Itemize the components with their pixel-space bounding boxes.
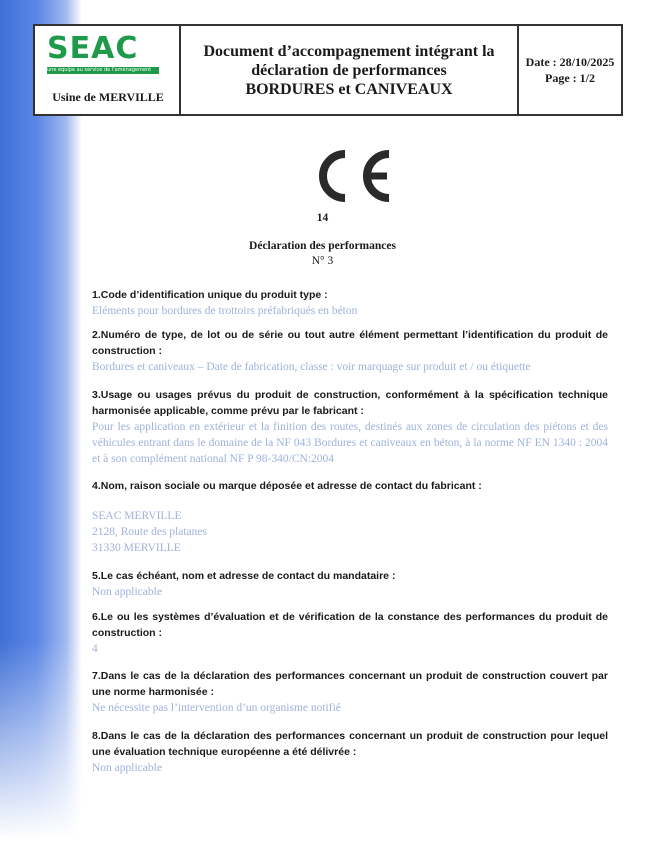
section-8	[92, 728, 608, 776]
address-line-2: 2128, Route des platanes	[92, 526, 207, 538]
page-number: Page : 1/2	[545, 71, 595, 85]
section-answer: 4	[92, 643, 98, 655]
section-answer: Pour les application en extérieur et la finition des routes, destinés aux zones de circulation des piétons et des véhicules entrant dans le domaine de la NF 043 Bordures et caniveaux en béton, à la norme NF EN 1340 : 2004 et à son complément national NF P 98-340/CN:2004	[92, 421, 608, 465]
company-logo	[43, 31, 161, 74]
section-4	[92, 478, 608, 556]
document-title-line-3: BORDURES et CANIVEAUX	[245, 80, 453, 98]
section-question: 8.Dans le cas de la déclaration des performances concernant un produit de construction pour lequel une évaluation technique européenne a été délivrée :	[92, 730, 608, 758]
logo-text: SEAC	[47, 31, 139, 66]
header-logo-cell	[35, 26, 181, 114]
section-6	[92, 609, 608, 657]
section-question: 3.Usage ou usages prévus du produit de construction, conformément à la spécification technique harmonisée applicable, comme prévu par le fabricant :	[92, 389, 608, 417]
document-title-line-2: déclaration de performances	[251, 61, 447, 79]
section-question: 1.Code d’identification unique du produit type :	[92, 289, 328, 301]
section-3	[92, 387, 608, 467]
section-answer: Non applicable	[92, 762, 162, 774]
header-date-cell	[519, 26, 621, 114]
ce-year: 14	[316, 212, 329, 224]
address-line-3: 31330 MERVILLE	[92, 542, 181, 554]
logo-tagline: une équipe au service de l'aménagement	[47, 67, 159, 74]
section-question: 5.Le cas échéant, nom et adresse de contact du mandataire :	[92, 570, 396, 582]
plant-name: Usine de MERVILLE	[52, 90, 164, 104]
ce-mark-icon	[307, 148, 393, 204]
section-question: 2.Numéro de type, de lot ou de série ou tout autre élément permettant l’identification du produit de construction :	[92, 329, 608, 357]
section-question: 7.Dans le cas de la déclaration des performances concernant un produit de construction couvert par une norme harmonisée :	[92, 670, 608, 698]
section-5	[92, 568, 608, 600]
document-header	[33, 24, 623, 116]
section-answer: Non applicable	[92, 586, 162, 598]
section-answer: Eléments pour bordures de trottoirs préfabriqués en béton	[92, 305, 358, 317]
section-answer: Bordures et caniveaux – Date de fabrication, classe : voir marquage sur produit et / ou étiquette	[92, 361, 531, 373]
section-answer: Ne nécessite pas l’intervention d’un organisme notifié	[92, 702, 341, 714]
document-title-line-1: Document d’accompagnement intégrant la	[203, 42, 495, 60]
sidebar-fade	[0, 640, 82, 861]
section-7	[92, 668, 608, 716]
section-question: 6.Le ou les systèmes d’évaluation et de vérification de la constance des performances du produit de construction :	[92, 611, 608, 639]
declaration-title: Déclaration des performances	[249, 240, 396, 252]
declaration-number: N° 3	[311, 255, 334, 267]
section-question: 4.Nom, raison sociale ou marque déposée et adresse de contact du fabricant :	[92, 480, 482, 492]
document-date: Date : 28/10/2025	[525, 55, 615, 69]
section-1	[92, 287, 608, 319]
address-line-1: SEAC MERVILLE	[92, 510, 182, 522]
section-2	[92, 327, 608, 375]
header-title-cell	[181, 26, 519, 114]
